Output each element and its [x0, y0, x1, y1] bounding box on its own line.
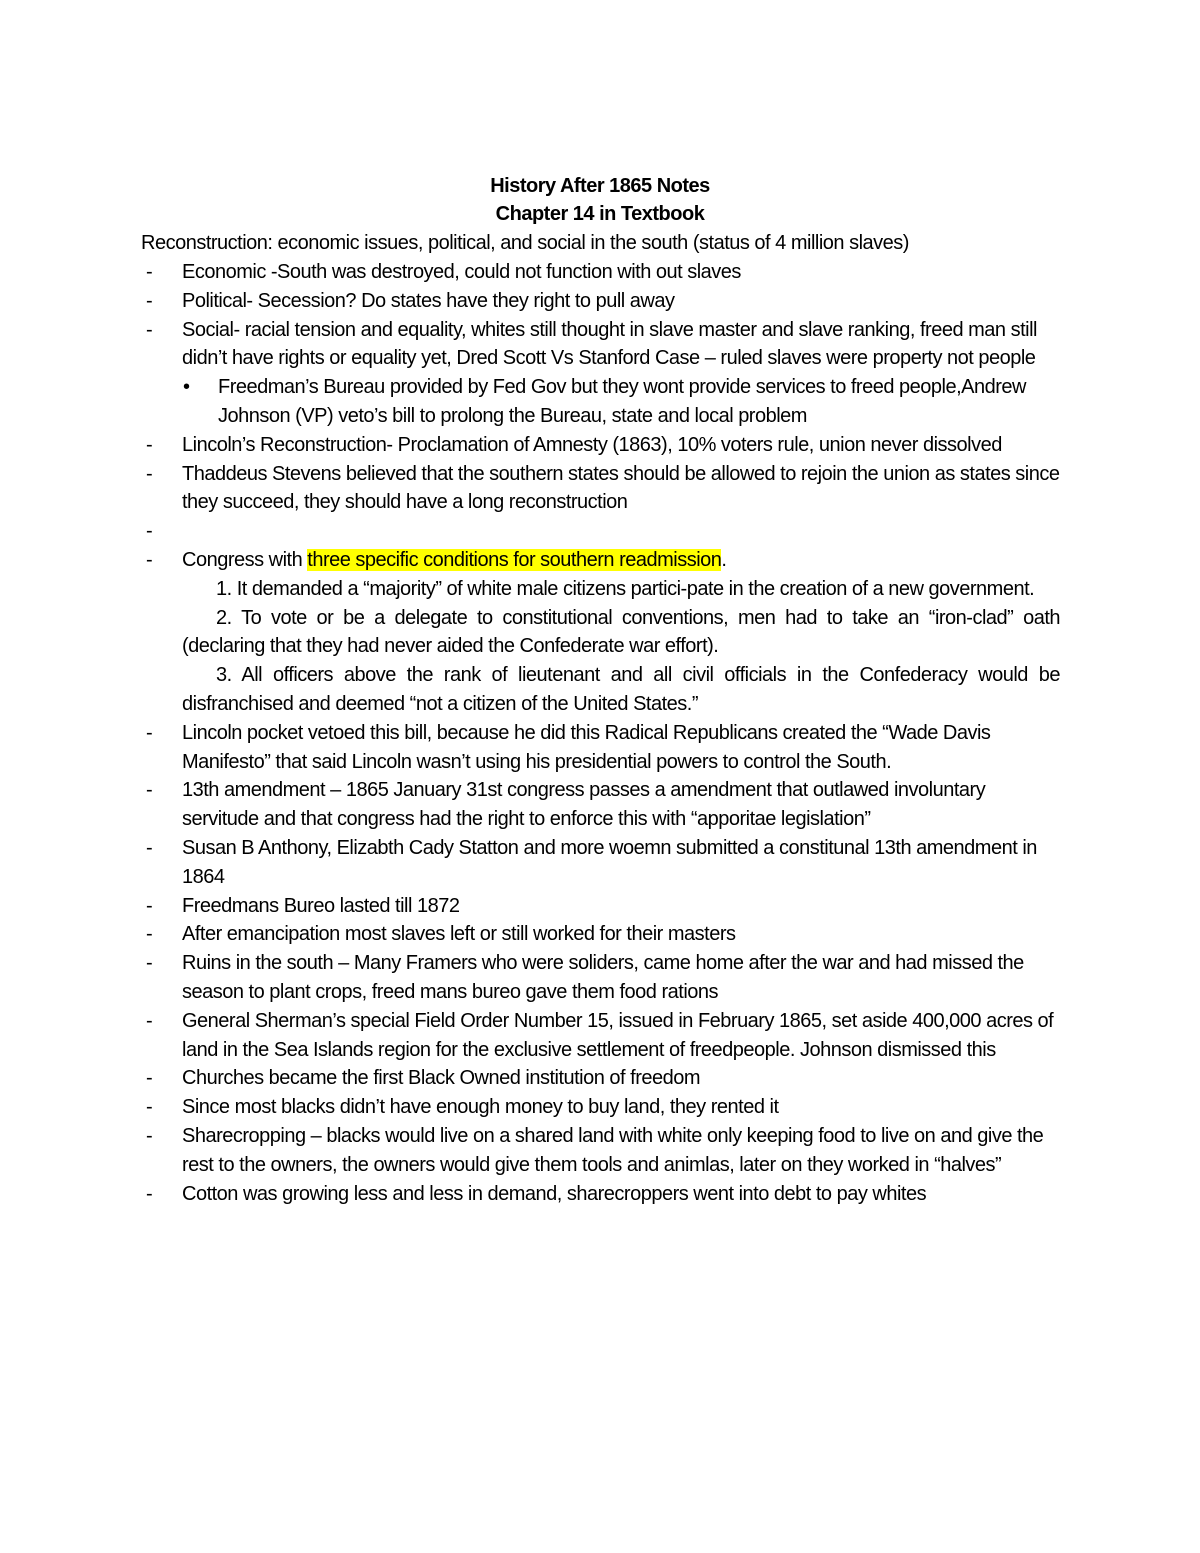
list-item-text: After emancipation most slaves left or still worked for their masters	[182, 923, 736, 946]
list-item-text: Lincoln’s Reconstruction- Proclamation of Amnesty (1863), 10% voters rule, union never dissolved	[182, 433, 1002, 456]
list-item-text: Social- racial tension and equality, whites still thought in slave master and slave ranking, freed man still didn’t have rights or equality yet, Dred Scott Vs Stanford Case – ruled slaves were property not people	[182, 318, 1037, 370]
list-item-congress	[0, 546, 1200, 575]
list-item	[0, 1064, 1200, 1093]
dash-marker: -	[146, 1067, 153, 1090]
intro-line: Reconstruction: economic issues, political, and social in the south (status of 4 million slaves)	[141, 232, 909, 254]
highlighted-text: three specific conditions for southern readmission	[307, 548, 722, 571]
list-item	[0, 460, 1200, 518]
dash-marker: -	[146, 1124, 153, 1147]
dash-marker: -	[146, 836, 153, 859]
congress-text-after: .	[721, 548, 727, 571]
numbered-item	[0, 604, 1200, 662]
list-item	[0, 1122, 1200, 1180]
list-item-text: Ruins in the south – Many Framers who were soliders, came home after the war and had missed the season to plant crops, freed mans bureo gave them food rations	[182, 952, 1024, 1003]
notes-list	[0, 258, 1200, 1208]
list-item-text: Economic -South was destroyed, could not function with out slaves	[182, 261, 741, 283]
list-item	[0, 258, 1200, 287]
numbered-item-text: 2. To vote or be a delegate to constitutional conventions, men had to take an “iron-clad” oath (declaring that they had never aided the Confederate war effort).	[182, 606, 1060, 658]
list-item-text	[182, 517, 1062, 546]
list-item	[0, 776, 1200, 834]
dash-marker: -	[146, 433, 153, 456]
dash-marker: -	[146, 1009, 153, 1032]
list-item	[0, 719, 1200, 777]
list-item-text	[182, 546, 1062, 575]
dash-marker: -	[146, 721, 153, 744]
list-item-text: Political- Secession? Do states have they right to pull away	[182, 289, 675, 312]
dash-marker: -	[146, 923, 153, 946]
dash-marker: -	[146, 462, 153, 485]
dash-marker: -	[146, 1182, 153, 1205]
dash-marker: -	[146, 952, 153, 975]
list-item-text: Freedmans Bureo lasted till 1872	[182, 894, 460, 917]
list-item	[0, 431, 1200, 460]
numbered-item	[0, 661, 1200, 719]
list-item-text: Thaddeus Stevens believed that the southern states should be allowed to rejoin the union as states since they succeed, they should have a long reconstruction	[182, 462, 1060, 514]
dash-marker: -	[146, 520, 153, 543]
bullet-marker: •	[183, 376, 190, 399]
list-item	[0, 949, 1200, 1007]
dash-marker: -	[146, 548, 153, 571]
dash-marker: -	[146, 1096, 153, 1119]
list-item-text: 13th amendment – 1865 January 31st congress passes a amendment that outlawed involuntary servitude and that congress had the right to enforce this with “apporitae legislation”	[182, 779, 986, 831]
list-item-text: Sharecropping – blacks would live on a shared land with white only keeping food to live on and give the rest to the owners, the owners would give them tools and animlas, later on they worked in “halves”	[182, 1124, 1044, 1176]
numbered-item-text: 3. All officers above the rank of lieutenant and all civil officials in the Confederacy would be disfranchised and deemed “not a citizen of the United States.”	[182, 664, 1060, 715]
list-item	[0, 287, 1200, 316]
list-item	[0, 1180, 1200, 1209]
list-item-text: Susan B Anthony, Elizabth Cady Statton and more woemn submitted a constitunal 13th amendment in 1864	[182, 836, 1037, 888]
sub-bullet-item	[0, 373, 1200, 431]
list-item-text: Lincoln pocket vetoed this bill, because he did this Radical Republicans created the “Wade Davis Manifesto” that said Lincoln wasn’t using his presidential powers to control the South.	[182, 721, 991, 773]
numbered-item-text: 1. It demanded a “majority” of white male citizens partici-pate in the creation of a new government.	[216, 577, 1035, 600]
list-item	[0, 1007, 1200, 1065]
dash-marker: -	[146, 289, 153, 312]
dash-marker: -	[146, 894, 153, 917]
sub-bullet-text: Freedman’s Bureau provided by Fed Gov but they wont provide services to freed people,Andrew Johnson (VP) veto’s bill to prolong the Bureau, state and local problem	[218, 376, 1026, 427]
list-item	[0, 920, 1200, 949]
dash-marker: -	[146, 318, 153, 341]
list-item-text: General Sherman’s special Field Order Number 15, issued in February 1865, set aside 400,000 acres of land in the Sea Islands region for the exclusive settlement of freedpeople. Johnson dismissed this	[182, 1009, 1054, 1061]
list-item	[0, 834, 1200, 892]
list-item	[0, 1093, 1200, 1122]
document-subtitle: Chapter 14 in Textbook	[495, 203, 705, 225]
list-item-text: Cotton was growing less and less in demand, sharecroppers went into debt to pay whites	[182, 1182, 927, 1205]
numbered-item	[0, 575, 1200, 604]
dash-marker: -	[146, 779, 153, 802]
empty-list-item	[0, 517, 1200, 546]
congress-text-before: Congress with	[182, 548, 308, 571]
list-item-text: Since most blacks didn’t have enough money to buy land, they rented it	[182, 1096, 779, 1119]
document-title: History After 1865 Notes	[490, 175, 710, 197]
dash-marker: -	[146, 261, 153, 283]
list-item-text: Churches became the first Black Owned institution of freedom	[182, 1067, 701, 1090]
list-item	[0, 316, 1200, 374]
list-item	[0, 892, 1200, 921]
